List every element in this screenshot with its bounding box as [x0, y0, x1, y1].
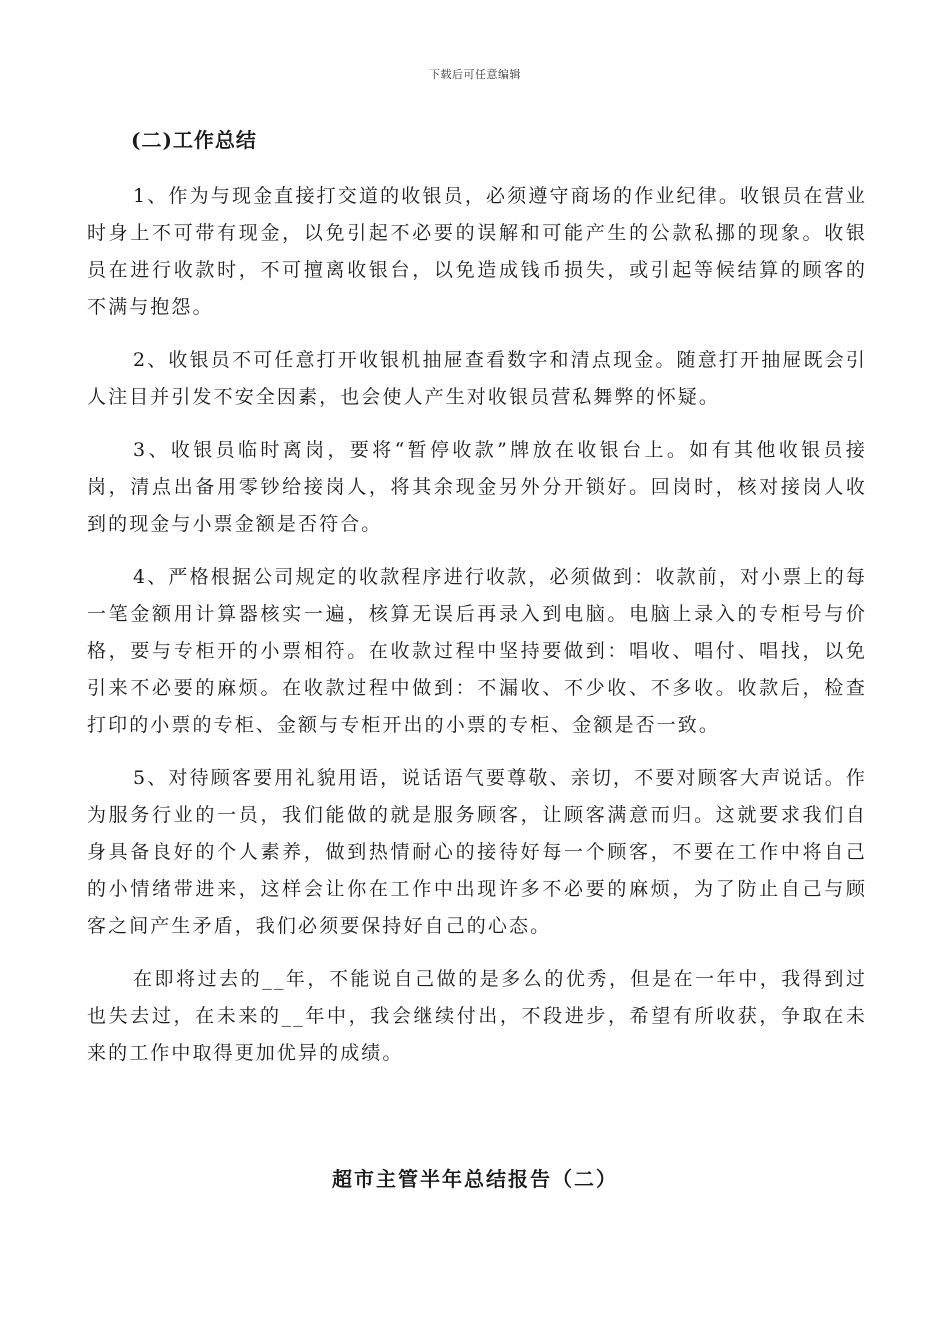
section-heading: (二)工作总结 [131, 128, 257, 152]
paragraph-1: 1、作为与现金直接打交道的收银员，必须遵守商场的作业纪律。收银员在营业时身上不可带有现金，以免引起不必要的误解和可能产生的公款私挪的现象。收银员在进行收款时，不可擅离收银台，以免造成钱币损失，或引起等候结算的顾客的不满与抱怨。 [87, 185, 867, 318]
paragraph-closing: 在即将过去的__年，不能说自己做的是多么的优秀，但是在一年中，我得到过也失去过，在未来的__年中，我会继续付出，不段进步，希望有所收获，争取在未来的工作中取得更加优异的成绩。 [87, 968, 867, 1064]
report-title: 超市主管半年总结报告（二） [332, 1167, 618, 1191]
header-note: 下载后可任意编辑 [429, 68, 521, 81]
document-body [87, 178, 867, 1088]
paragraph-2: 2、收银员不可任意打开收银机抽屉查看数字和清点现金。随意打开抽屉既会引人注目并引发不安全因素，也会使人产生对收银员营私舞弊的怀疑。 [87, 349, 867, 408]
paragraph-4: 4、严格根据公司规定的收款程序进行收款，必须做到：收款前，对小票上的每一笔金额用计算器核实一遍，核算无误后再录入到电脑。电脑上录入的专柜号与价格，要与专柜开的小票相符。在收款过程中坚持要做到：唱收、唱付、唱找，以免引来不必要的麻烦。在收款过程中做到：不漏收、不少收、不多收。收款后，检查打印的小票的专柜、金额与专柜开出的小票的专柜、金额是否一致。 [87, 566, 867, 736]
paragraph-5: 5、对待顾客要用礼貌用语，说话语气要尊敬、亲切，不要对顾客大声说话。作为服务行业的一员，我们能做的就是服务顾客，让顾客满意而归。这就要求我们自身具备良好的个人素养，做到热情耐心的接待好每一个顾客，不要在工作中将自己的小情绪带进来，这样会让你在工作中出现许多不必要的麻烦，为了防止自己与顾客之间产生矛盾，我们必须要保持好自己的心态。 [87, 767, 867, 937]
paragraph-3: 3、收银员临时离岗，要将“暂停收款”牌放在收银台上。如有其他收银员接岗，清点出备用零钞给接岗人，将其余现金另外分开锁好。回岗时，核对接岗人收到的现金与小票金额是否符合。 [87, 439, 867, 535]
